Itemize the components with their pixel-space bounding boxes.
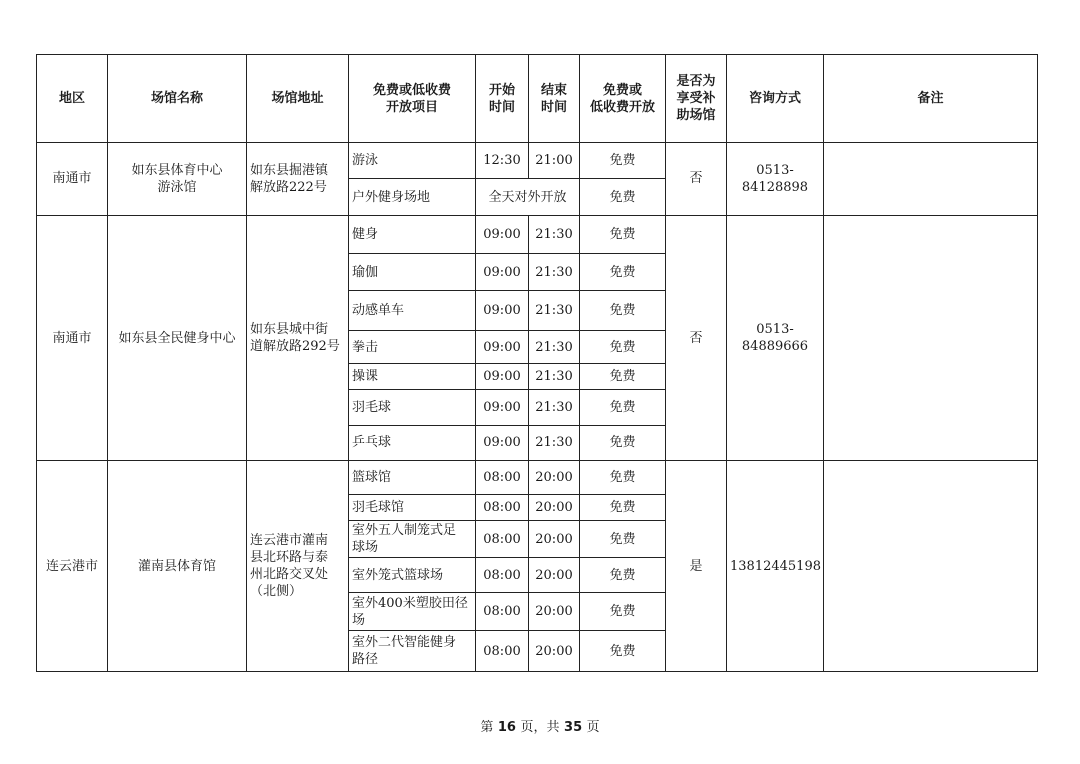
fee-cell: 免费 (580, 290, 666, 331)
subsidized-cell: 否 (666, 143, 727, 216)
fee-cell: 免费 (580, 520, 666, 557)
header-end-time: 结束 时间 (529, 55, 580, 143)
venue-name-cell: 如东县全民健身中心 (108, 215, 247, 460)
start-time-cell: 09:00 (476, 331, 529, 363)
end-time-cell: 20:00 (529, 631, 580, 672)
item-cell: 篮球馆 (349, 461, 476, 494)
item-cell: 拳击 (349, 331, 476, 363)
region-cell: 连云港市 (37, 461, 108, 672)
region-cell: 南通市 (37, 215, 108, 460)
item-cell: 羽毛球 (349, 390, 476, 425)
fee-cell: 免费 (580, 363, 666, 389)
fee-cell: 免费 (580, 494, 666, 520)
footer-prefix: 第 (480, 720, 494, 735)
fee-cell: 免费 (580, 631, 666, 672)
end-time-cell: 20:00 (529, 592, 580, 631)
contact-cell: 0513-84889666 (727, 215, 824, 460)
item-cell: 室外二代智能健身 路径 (349, 631, 476, 672)
end-time-cell: 20:00 (529, 461, 580, 494)
venue-name-cell: 灌南县体育馆 (108, 461, 247, 672)
header-remark: 备注 (824, 55, 1038, 143)
start-time-cell: 12:30 (476, 143, 529, 179)
item-cell: 健身 (349, 215, 476, 254)
fee-cell: 免费 (580, 254, 666, 290)
item-cell: 室外五人制笼式足 球场 (349, 520, 476, 557)
end-time-cell: 21:30 (529, 215, 580, 254)
header-row (37, 55, 1038, 143)
start-time-cell: 08:00 (476, 631, 529, 672)
end-time-cell: 20:00 (529, 520, 580, 557)
start-time-cell: 09:00 (476, 363, 529, 389)
start-time-cell: 08:00 (476, 494, 529, 520)
footer-middle: 页，共 (520, 720, 560, 735)
end-time-cell: 21:30 (529, 254, 580, 290)
header-venue-address: 场馆地址 (247, 55, 349, 143)
venue-name-cell: 如东县体育中心 游泳馆 (108, 143, 247, 216)
start-time-cell: 09:00 (476, 390, 529, 425)
end-time-cell: 21:30 (529, 331, 580, 363)
item-cell: 游泳 (349, 143, 476, 179)
venue-table (36, 54, 1038, 672)
end-time-cell: 21:30 (529, 425, 580, 460)
start-time-cell: 08:00 (476, 592, 529, 631)
start-time-cell: 09:00 (476, 425, 529, 460)
contact-cell: 0513-84128898 (727, 143, 824, 216)
region-cell: 南通市 (37, 143, 108, 216)
table-row (37, 215, 1038, 254)
item-cell: 动感单车 (349, 290, 476, 331)
item-cell: 瑜伽 (349, 254, 476, 290)
header-start-time: 开始 时间 (476, 55, 529, 143)
footer-suffix: 页 (586, 720, 600, 735)
fee-cell: 免费 (580, 215, 666, 254)
fee-cell: 免费 (580, 331, 666, 363)
start-time-cell: 09:00 (476, 215, 529, 254)
subsidized-cell: 否 (666, 215, 727, 460)
end-time-cell: 21:30 (529, 290, 580, 331)
total-pages: 35 (564, 720, 583, 735)
venue-address-cell: 如东县掘港镇 解放路222号 (247, 143, 349, 216)
table-row (37, 461, 1038, 494)
header-subsidized: 是否为 享受补 助场馆 (666, 55, 727, 143)
table-row (37, 143, 1038, 179)
hours-cell: 全天对外开放 (476, 179, 580, 215)
header-region: 地区 (37, 55, 108, 143)
start-time-cell: 08:00 (476, 461, 529, 494)
start-time-cell: 09:00 (476, 254, 529, 290)
page-footer (0, 716, 1080, 735)
start-time-cell: 08:00 (476, 558, 529, 592)
end-time-cell: 20:00 (529, 494, 580, 520)
fee-cell: 免费 (580, 461, 666, 494)
end-time-cell: 21:30 (529, 363, 580, 389)
venue-address-cell: 连云港市灌南 县北环路与泰 州北路交叉处 （北侧） (247, 461, 349, 672)
end-time-cell: 21:30 (529, 390, 580, 425)
end-time-cell: 20:00 (529, 558, 580, 592)
item-cell: 室外笼式篮球场 (349, 558, 476, 592)
remark-cell (824, 461, 1038, 672)
subsidized-cell: 是 (666, 461, 727, 672)
header-fee: 免费或 低收费开放 (580, 55, 666, 143)
start-time-cell: 08:00 (476, 520, 529, 557)
remark-cell (824, 143, 1038, 216)
fee-cell: 免费 (580, 143, 666, 179)
page-number: 16 (497, 720, 516, 735)
header-contact: 咨询方式 (727, 55, 824, 143)
item-cell: 羽毛球馆 (349, 494, 476, 520)
start-time-cell: 09:00 (476, 290, 529, 331)
remark-cell (824, 215, 1038, 460)
item-cell: 户外健身场地 (349, 179, 476, 215)
header-items: 免费或低收费 开放项目 (349, 55, 476, 143)
item-cell: 室外400米塑胶田径 场 (349, 592, 476, 631)
fee-cell: 免费 (580, 179, 666, 215)
contact-cell: 13812445198 (727, 461, 824, 672)
venue-address-cell: 如东县城中街 道解放路292号 (247, 215, 349, 460)
fee-cell: 免费 (580, 592, 666, 631)
item-cell: 操课 (349, 363, 476, 389)
end-time-cell: 21:00 (529, 143, 580, 179)
fee-cell: 免费 (580, 558, 666, 592)
fee-cell: 免费 (580, 425, 666, 460)
header-venue-name: 场馆名称 (108, 55, 247, 143)
item-cell: 乒乓球 (349, 425, 476, 460)
fee-cell: 免费 (580, 390, 666, 425)
